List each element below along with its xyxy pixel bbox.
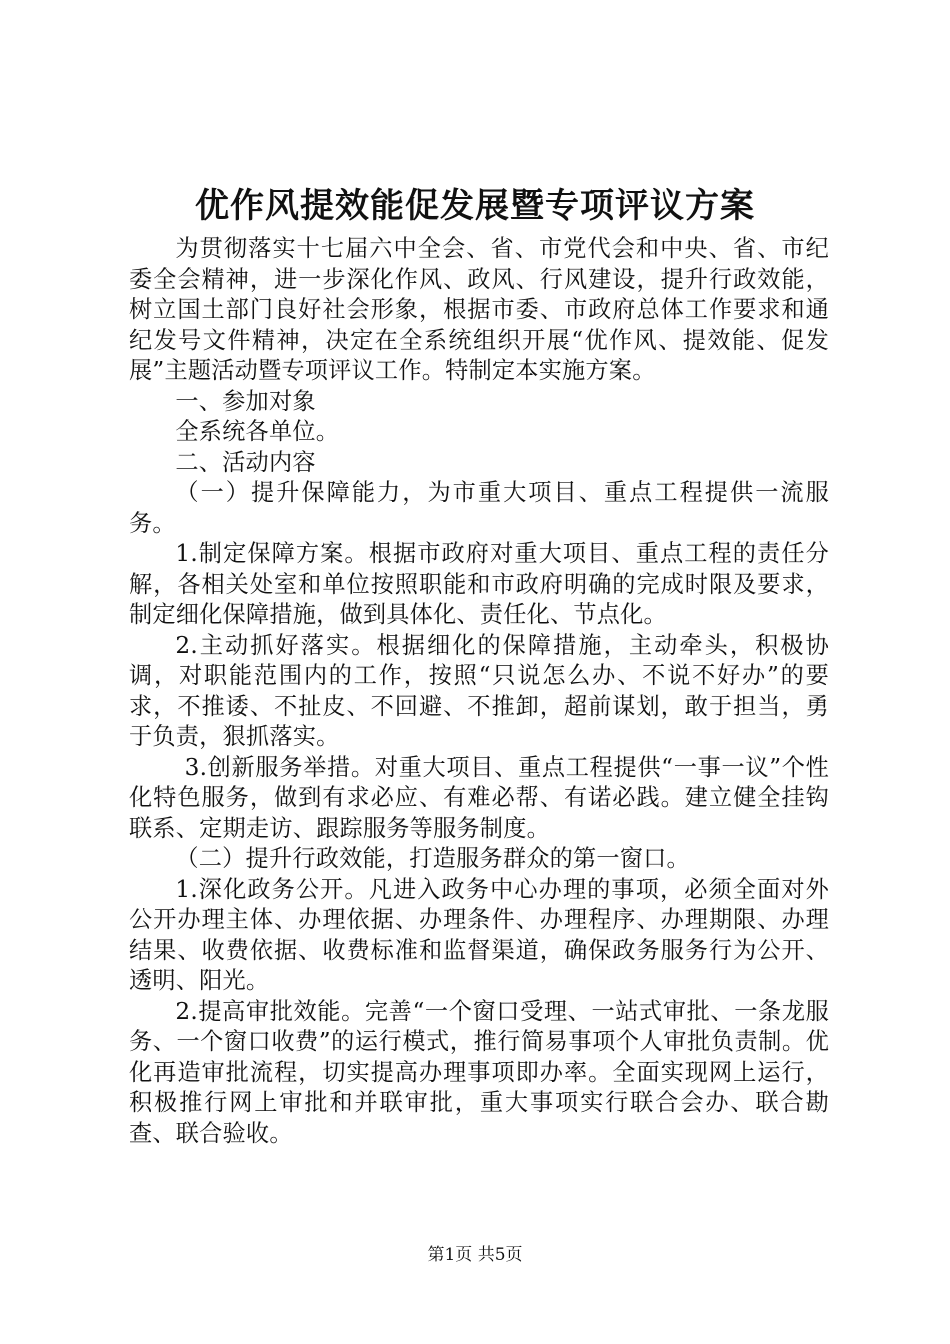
document-title: 优作风提效能促发展暨专项评议方案 — [195, 186, 755, 226]
intro-paragraph: 为贯彻落实十七届六中全会、省、市党代会和中央、省、市纪委全会精神，进一步深化作风、政风、行风建设，提升行政效能，树立国土部门良好社会形象，根据市委、市政府总体工作要求和通纪发号文件精神，决定在全系统组织开展“优作风、提效能、促发展”主题活动暨专项评议工作。特制定本实施方案。 — [129, 235, 829, 384]
participants-paragraph: 全系统各单位。 — [175, 418, 340, 445]
item-paragraph-1-1: 1.制定保障方案。根据市政府对重大项目、重点工程的责任分解，各相关处室和单位按照职能和市政府明确的完成时限及要求，制定细化保障措施，做到具体化、责任化、节点化。 — [129, 540, 829, 628]
page-footer: 第1页 共5页 — [427, 1245, 523, 1265]
item-paragraph-1-3: 3.创新服务举措。对重大项目、重点工程提供“一事一议”个性化特色服务，做到有求必应、有难必帮、有诺必践。建立健全挂钩联系、定期走访、跟踪服务等服务制度。 — [129, 753, 829, 842]
item-paragraph-2-1: 1.深化政务公开。凡进入政务中心办理的事项，必须全面对外公开办理主体、办理依据、办理条件、办理程序、办理期限、办理结果、收费依据、收费标准和监督渠道，确保政务服务行为公开、透明、阳光。 — [129, 875, 829, 994]
section-heading-activities: 二、活动内容 — [175, 448, 316, 476]
subsection-heading-2: （二）提升行政效能，打造服务群众的第一窗口。 — [175, 845, 690, 872]
item-paragraph-1-2: 2.主动抓好落实。根据细化的保障措施，主动牵头，积极协调，对职能范围内的工作，按照“只说怎么办、不说不好办”的要求，不推诿、不扯皮、不回避、不推卸，超前谋划，敢于担当，勇于负责，狠抓落实。 — [129, 631, 829, 750]
subsection-heading-1: （一）提升保障能力，为市重大项目、重点工程提供一流服务。 — [129, 479, 829, 537]
document-body — [129, 234, 829, 1149]
section-heading-participants: 一、参加对象 — [175, 387, 316, 415]
item-paragraph-2-2: 2.提高审批效能。完善“一个窗口受理、一站式审批、一条龙服务、一个窗口收费”的运行模式，推行简易事项个人审批负责制。优化再造审批流程，切实提高办理事项即办率。全面实现网上运行，积极推行网上审批和并联审批，重大事项实行联合会办、联合勘查、联合验收。 — [129, 997, 829, 1147]
